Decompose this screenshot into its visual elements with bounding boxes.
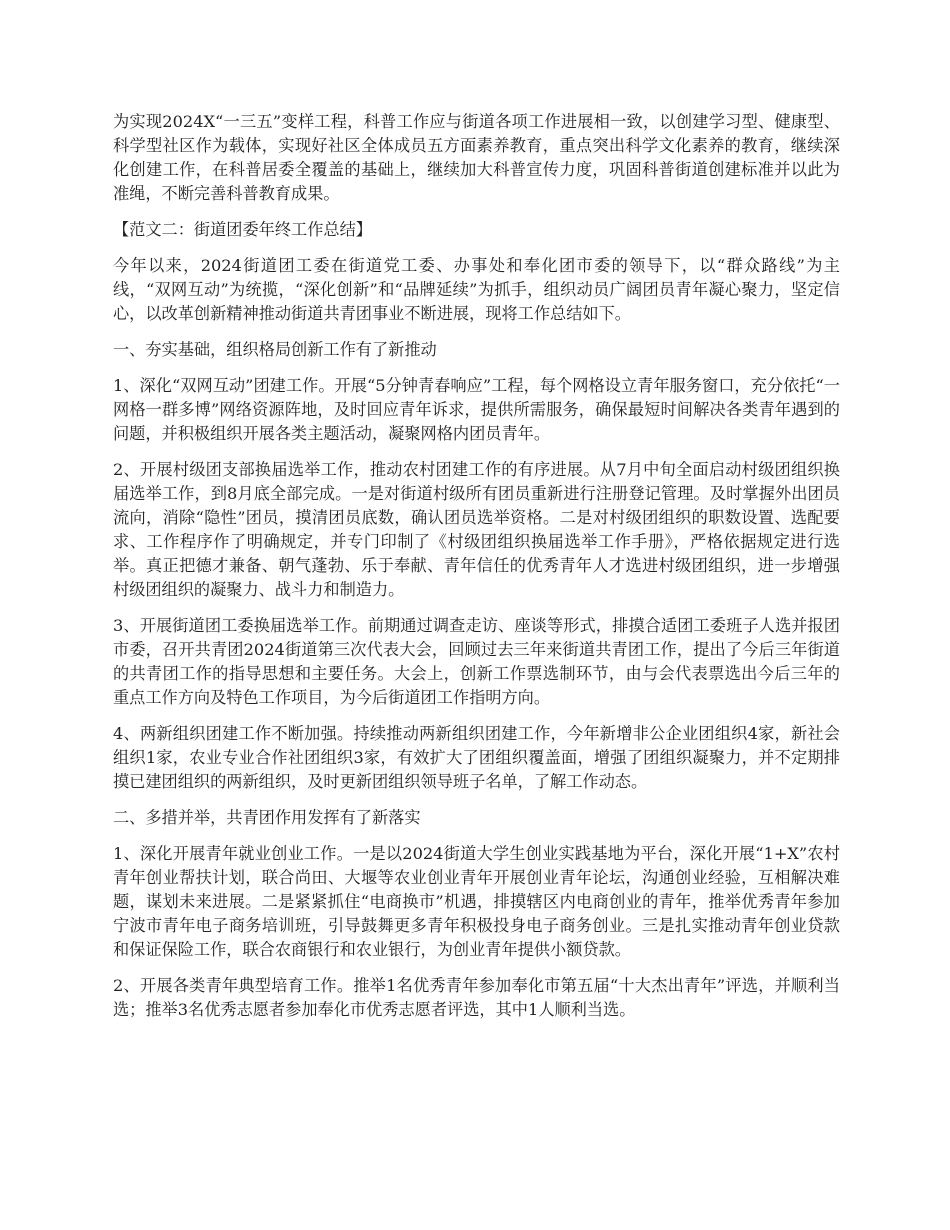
heading-part-one: 一、夯实基础，组织格局创新工作有了新推动 [113, 340, 437, 359]
paragraph-1-4: 4、两新组织团建工作不断加强。持续推动两新组织团建工作，今年新增非公企业团组织4家，新社会组织1家，农业专业合作社团组织3家，有效扩大了团组织覆盖面，增强了团组织凝聚力，并不定期排摸已建团组织的两新组织，及时更新团组织领导班子名单，了解工作动态。 [113, 724, 840, 791]
paragraph-1-3: 3、开展街道团工委换届选举工作。前期通过调查走访、座谈等形式，排摸合适团工委班子人选并报团市委，召开共青团2024街道第三次代表大会，回顾过去三年来街道共青团工作，提出了今后三年街道的共青团工作的指导思想和主要任务。大会上，创新工作票选制环节，由与会代表票选出今后三年的重点工作方向及特色工作项目，为今后街道团工作指明方向。 [113, 616, 840, 707]
summary-intro-paragraph: 今年以来，2024街道团工委在街道党工委、办事处和奉化团市委的领导下，以“群众路线”为主线，“双网互动”为统揽，“深化创新”和“品牌延续”为抓手，组织动员广阔团员青年凝心聚力，坚定信心，以改革创新精神推动街道共青团事业不断进展，现将工作总结如下。 [113, 256, 840, 323]
paragraph-1-1: 1、深化“双网互动”团建工作。开展“5分钟青春响应”工程，每个网格设立青年服务窗口，充分依托“一网格一群多博”网络资源阵地，及时回应青年诉求，提供所需服务，确保最短时间解决各类青年遇到的问题，并积极组织开展各类主题活动，凝聚网格内团员青年。 [113, 376, 840, 443]
paragraph-2-1: 1、深化开展青年就业创业工作。一是以2024街道大学生创业实践基地为平台，深化开展“1+X”农村青年创业帮扶计划，联合尚田、大堰等农业创业青年开展创业青年论坛，沟通创业经验，互相解决难题，谋划未来进展。二是紧紧抓住“电商换市”机遇，排摸辖区内电商创业的青年，推举优秀青年参加宁波市青年电子商务培训班，引导鼓舞更多青年积极投身电子商务创业。三是扎实推动青年创业贷款和保证保险工作，联合农商银行和农业银行，为创业青年提供小额贷款。 [113, 844, 840, 959]
paragraph-1-2: 2、开展村级团支部换届选举工作，推动农村团建工作的有序进展。从7月中旬全面启动村级团组织换届选举工作，到8月底全部完成。一是对街道村级所有团员重新进行注册登记管理。及时掌握外出团员流向，消除“隐性”团员，摸清团员底数，确认团员选举资格。二是对村级团组织的职数设置、选配要求、工作程序作了明确规定，并专门印制了《村级团组织换届选举工作手册》，严格依据规定进行选举。真正把德才兼备、朝气蓬勃、乐于奉献、青年信任的优秀青年人才选进村级团组织，进一步增强村级团组织的凝聚力、战斗力和制造力。 [113, 460, 840, 599]
paragraph-2-2: 2、开展各类青年典型培育工作。推举1名优秀青年参加奉化市第五届“十大杰出青年”评选，并顺利当选；推举3名优秀志愿者参加奉化市优秀志愿者评选，其中1人顺利当选。 [113, 976, 840, 1019]
document-page [113, 110, 840, 1034]
intro-paragraph: 为实现2024X“一三五”变样工程，科普工作应与街道各项工作进展相一致，以创建学习型、健康型、科学型社区作为载体，实现好社区全体成员五方面素养教育，重点突出科学文化素养的教育，继续深化创建工作，在科普居委全覆盖的基础上，继续加大科普宣传力度，巩固科普街道创建标准并以此为准绳，不断完善科普教育成果。 [113, 112, 840, 203]
heading-part-two: 二、多措并举，共青团作用发挥有了新落实 [113, 808, 421, 827]
section-title: 【范文二：街道团委年终工作总结】 [113, 220, 372, 239]
